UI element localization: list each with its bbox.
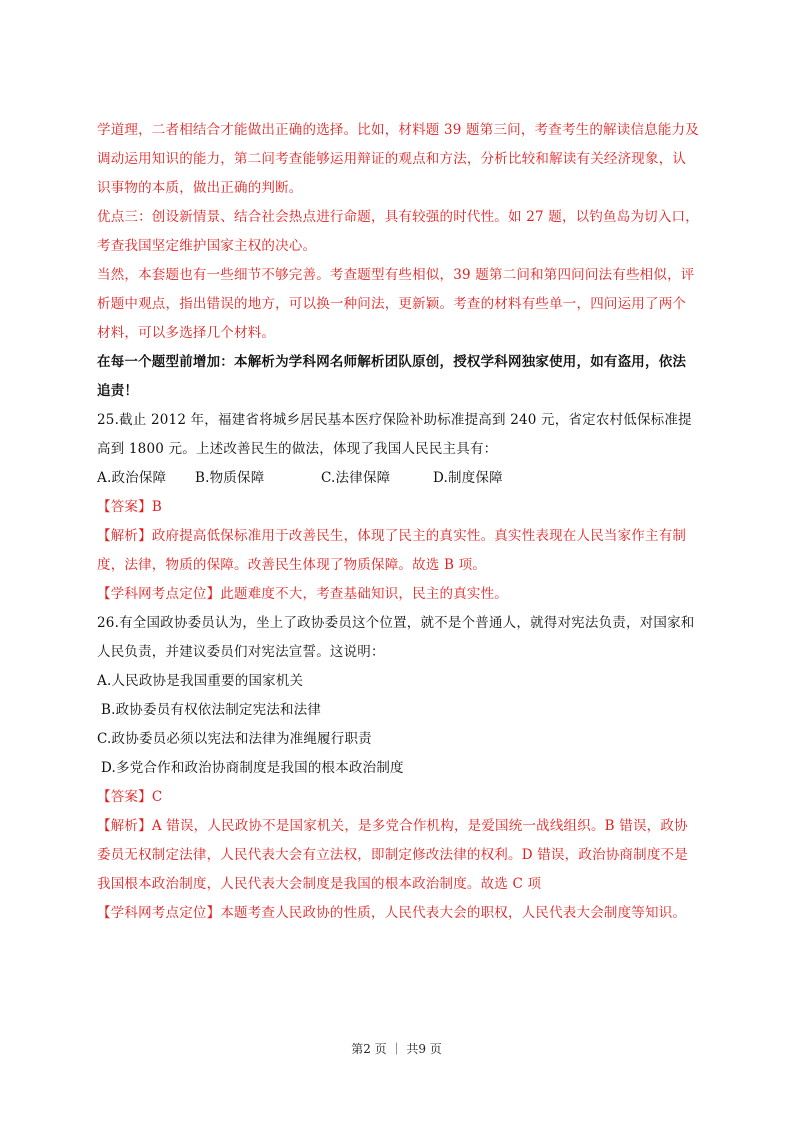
- question-26-point: [97, 899, 699, 928]
- point-label: 【学科网考点定位】: [97, 586, 221, 602]
- question-26-stem: 26.有全国政协委员认为，坐上了政协委员这个位置，就不是个普通人，就得对宪法负责，对国家和人民负责，并建议委员们对宪法宣誓。这说明：: [97, 615, 695, 660]
- question-25-options: [97, 464, 699, 493]
- question-25-analysis: [97, 522, 699, 580]
- analysis-text: A 错误，人民政协不是国家机关，是多党合作机构，是爱国统一战线组织。B 错误，政协委员无权制定法律，人民代表大会有立法权，即制定修改法律的权利。D 错误，政治协商制度不是我国根本政治制度，人民代表大会制度是我国的根本政治制度。故选 C 项: [97, 818, 688, 892]
- question-25-option-a: A.政治保障: [97, 470, 167, 486]
- question-25-option-b: B.物质保障: [195, 470, 265, 486]
- analysis-label: 【解析】: [97, 528, 152, 544]
- answer-value: C: [151, 789, 163, 805]
- page-footer: 第2 页 ｜ 共9 页: [351, 1042, 442, 1056]
- answer-label: 【答案】: [97, 789, 152, 805]
- question-25-point: [97, 580, 699, 609]
- question-26-option-d: D.多党合作和政治协商制度是我国的根本政治制度: [101, 760, 404, 776]
- point-text: 本题考查人民政协的性质，人民代表大会的职权，人民代表大会制度等知识。: [220, 905, 687, 921]
- point-label: 【学科网考点定位】: [97, 905, 221, 921]
- answer-value: B: [151, 499, 162, 515]
- question-26-analysis: [97, 812, 699, 899]
- question-25-answer: [97, 493, 699, 522]
- analysis-label: 【解析】: [97, 818, 152, 834]
- answer-label: 【答案】: [97, 499, 152, 515]
- question-25-option-c: C.法律保障: [321, 470, 391, 486]
- point-text: 此题难度不大，考查基础知识，民主的真实性。: [220, 586, 509, 602]
- question-26-answer: [97, 783, 699, 812]
- question-25-option-d: D.制度保障: [433, 470, 503, 486]
- question-26-option-a: A.人民政协是我国重要的国家机关: [97, 673, 304, 689]
- question-26-option-b: B.政协委员有权依法制定宪法和法律: [101, 702, 322, 718]
- analysis-paragraph-2: 优点三：创设新情景、结合社会热点进行命题，具有较强的时代性。如 27 题，以钓鱼岛为切入口，考查我国坚定维护国家主权的决心。: [97, 209, 699, 254]
- copyright-notice: 在每一个题型前增加：本解析为学科网名师解析团队原创，授权学科网独家使用，如有盗用，依法追责！: [97, 354, 687, 399]
- analysis-paragraph-3: 当然，本套题也有一些细节不够完善。考查题型有些相似，39 题第二问和第四问问法有些相似，评析题中观点，指出错误的地方，可以换一种问法，更新颖。考查的材料有些单一，四问运用了两个材料，可以多选择几个材料。: [97, 267, 695, 341]
- page-content: [97, 116, 699, 928]
- analysis-paragraph-1: 学道理，二者相结合才能做出正确的选择。比如，材料题 39 题第三问，考查考生的解读信息能力及调动运用知识的能力，第二问考查能够运用辩证的观点和方法，分析比较和解读有关经济现象，认识事物的本质，做出正确的判断。: [97, 122, 699, 196]
- question-26-option-c: C.政协委员必须以宪法和法律为准绳履行职责: [97, 731, 372, 747]
- analysis-text: 政府提高低保标准用于改善民生，体现了民主的真实性。真实性表现在人民当家作主有制度，法律，物质的保障。改善民生体现了物质保障。故选 B 项。: [97, 528, 687, 573]
- question-25-stem: 25.截止 2012 年，福建省将城乡居民基本医疗保险补助标准提高到 240 元，省定农村低保标准提高到 1800 元。上述改善民生的做法，体现了我国人民民主具有：: [97, 412, 692, 457]
